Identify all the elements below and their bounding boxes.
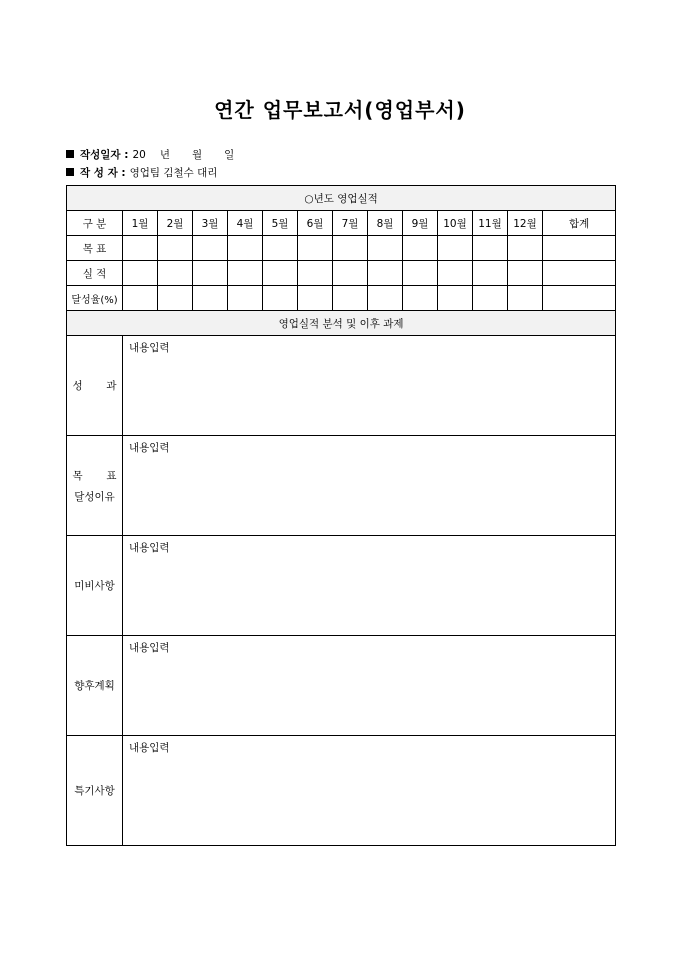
data-cell[interactable] [298,286,333,311]
data-cell[interactable] [473,286,508,311]
total-header: 합계 [543,211,616,236]
data-cell[interactable] [368,286,403,311]
data-cell[interactable] [508,236,543,261]
year-label: 년 [159,149,170,161]
month-header: 1월 [123,211,158,236]
data-cell[interactable] [403,236,438,261]
analysis-content-plan[interactable]: 내용입력 [123,636,616,736]
date-label: 작성일자 : [80,149,129,161]
month-header: 3월 [193,211,228,236]
data-cell[interactable] [193,236,228,261]
analysis-label-plan: 향후계획 [67,636,123,736]
month-header: 4월 [228,211,263,236]
data-cell[interactable] [263,286,298,311]
square-bullet-icon [66,168,74,176]
data-cell[interactable] [298,261,333,286]
month-label: 월 [191,149,203,161]
data-cell[interactable] [403,286,438,311]
data-cell[interactable] [158,236,193,261]
data-cell[interactable] [508,286,543,311]
data-cell[interactable] [438,236,473,261]
data-cell[interactable] [473,261,508,286]
data-cell[interactable] [298,236,333,261]
data-cell[interactable] [123,261,158,286]
data-cell[interactable] [228,261,263,286]
total-cell[interactable] [543,286,616,311]
data-cell[interactable] [228,286,263,311]
row-label-rate: 달성율(%) [67,286,123,311]
data-cell[interactable] [228,236,263,261]
square-bullet-icon [66,150,74,158]
month-header: 12월 [508,211,543,236]
category-header: 구 분 [67,211,123,236]
data-cell[interactable] [438,286,473,311]
section2-title: 영업실적 분석 및 이후 과제 [67,311,616,336]
data-cell[interactable] [193,286,228,311]
data-cell[interactable] [263,261,298,286]
analysis-label-remarks: 특기사항 [67,736,123,846]
page-title: 연간 업무보고서(영업부서) [214,98,466,122]
month-header: 9월 [403,211,438,236]
data-cell[interactable] [508,261,543,286]
analysis-label-result: 성 과 [67,336,123,436]
month-header: 2월 [158,211,193,236]
month-header: 7월 [333,211,368,236]
section1-title: ○년도 영업실적 [67,186,616,211]
row-label-actual: 실 적 [67,261,123,286]
analysis-content-result[interactable]: 내용입력 [123,336,616,436]
data-cell[interactable] [193,261,228,286]
date-value: 20 [132,149,146,161]
day-label: 일 [224,149,235,161]
row-label-target: 목 표 [67,236,123,261]
analysis-label-goal-reason: 목 표 달성이유 [67,436,123,536]
data-cell[interactable] [333,236,368,261]
data-cell[interactable] [403,261,438,286]
analysis-content-shortfall[interactable]: 내용입력 [123,536,616,636]
data-cell[interactable] [333,286,368,311]
date-line [66,147,234,162]
analysis-content-goal-reason[interactable]: 내용입력 [123,436,616,536]
month-header: 6월 [298,211,333,236]
data-cell[interactable] [368,261,403,286]
total-cell[interactable] [543,261,616,286]
report-table [66,185,616,846]
month-header: 8월 [368,211,403,236]
total-cell[interactable] [543,236,616,261]
data-cell[interactable] [333,261,368,286]
month-header: 5월 [263,211,298,236]
data-cell[interactable] [368,236,403,261]
author-value: 영업팀 김철수 대리 [129,167,218,179]
data-cell[interactable] [123,236,158,261]
data-cell[interactable] [473,236,508,261]
data-cell[interactable] [438,261,473,286]
data-cell[interactable] [123,286,158,311]
author-line [66,165,217,180]
data-cell[interactable] [263,236,298,261]
month-header: 10월 [438,211,473,236]
month-header: 11월 [473,211,508,236]
author-label: 작 성 자 : [80,167,126,179]
analysis-content-remarks[interactable]: 내용입력 [123,736,616,846]
data-cell[interactable] [158,286,193,311]
analysis-label-shortfall: 미비사항 [67,536,123,636]
data-cell[interactable] [158,261,193,286]
